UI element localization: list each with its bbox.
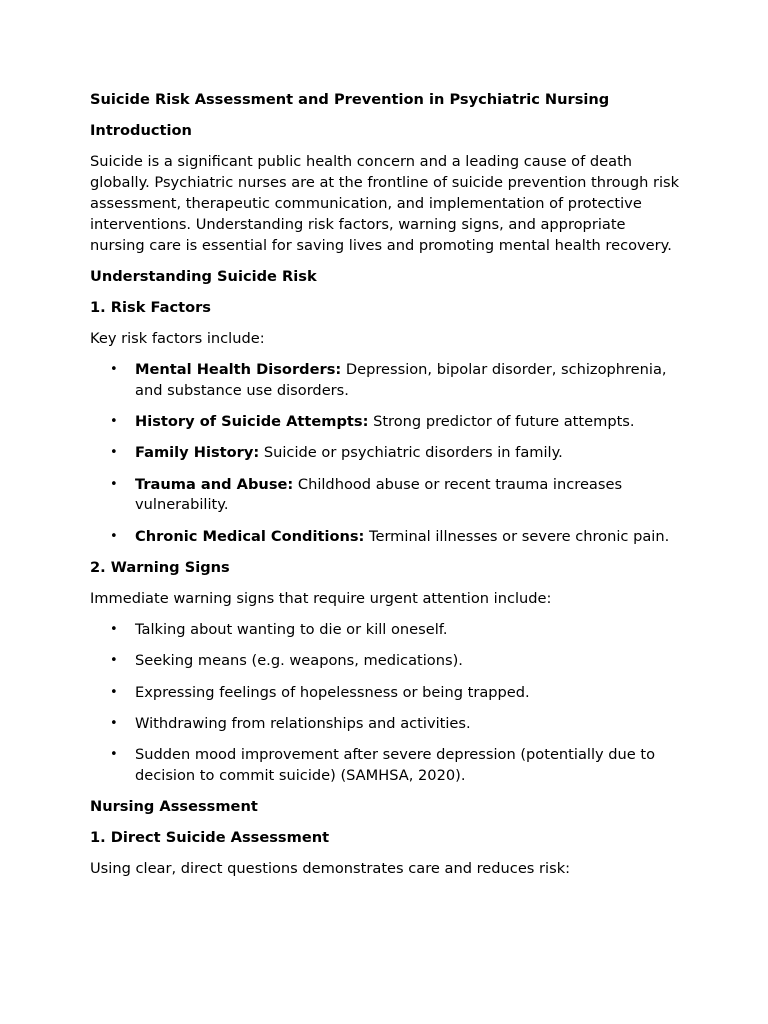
section-heading-understanding: Understanding Suicide Risk xyxy=(90,267,317,285)
list-item xyxy=(90,527,680,548)
section-heading-nursing-assessment: Nursing Assessment xyxy=(90,797,258,815)
subheading-direct-assessment: 1. Direct Suicide Assessment xyxy=(90,829,330,847)
item-text: Childhood abuse or recent trauma increases vulnerability. xyxy=(135,475,623,514)
list-item xyxy=(90,683,680,704)
warning-signs-intro: Immediate warning signs that require urgent attention include: xyxy=(90,590,552,608)
list-item xyxy=(90,475,680,517)
item-text: Expressing feelings of hopelessness or being trapped. xyxy=(135,683,530,701)
list-item xyxy=(90,745,680,787)
bullet-icon: • xyxy=(110,476,118,492)
bullet-icon: • xyxy=(110,362,118,378)
bullet-icon: • xyxy=(110,715,118,731)
bullet-icon: • xyxy=(110,746,118,762)
risk-factors-intro: Key risk factors include: xyxy=(90,330,265,348)
item-label: Chronic Medical Conditions: xyxy=(135,527,365,545)
warning-signs-list xyxy=(90,620,680,786)
list-item xyxy=(90,360,680,402)
bullet-icon: • xyxy=(110,622,118,638)
intro-paragraph: Suicide is a significant public health concern and a leading cause of death globally. Psychiatric nurses are at the frontline of suicide prevention through risk assessment, therapeutic communication, and implementation of protective interventions. Understanding risk factors, warning signs, and appropriate nursing care is essential for saving lives and promoting mental health recovery. xyxy=(90,153,680,254)
item-text: Terminal illnesses or severe chronic pain. xyxy=(364,527,670,545)
document-body xyxy=(90,90,680,891)
bullet-icon: • xyxy=(110,684,118,700)
list-item xyxy=(90,412,680,433)
item-label: Family History: xyxy=(135,444,260,462)
list-item xyxy=(90,443,680,464)
list-item xyxy=(90,714,680,735)
bullet-icon: • xyxy=(110,528,118,544)
risk-factors-list xyxy=(90,360,680,547)
bullet-icon: • xyxy=(110,414,118,430)
item-text: Talking about wanting to die or kill oneself. xyxy=(135,621,448,639)
item-text: Strong predictor of future attempts. xyxy=(368,413,635,431)
bullet-icon: • xyxy=(110,653,118,669)
item-text: Withdrawing from relationships and activities. xyxy=(135,714,471,732)
list-item xyxy=(90,651,680,672)
subheading-warning-signs: 2. Warning Signs xyxy=(90,558,230,576)
item-label: Mental Health Disorders: xyxy=(135,361,342,379)
subheading-risk-factors: 1. Risk Factors xyxy=(90,298,211,316)
direct-assessment-paragraph: Using clear, direct questions demonstrates care and reduces risk: xyxy=(90,860,571,878)
item-text: Seeking means (e.g. weapons, medications). xyxy=(135,652,463,670)
item-label: Trauma and Abuse: xyxy=(135,475,294,493)
item-label: History of Suicide Attempts: xyxy=(135,413,369,431)
item-text: Suicide or psychiatric disorders in family. xyxy=(259,444,563,462)
section-heading-introduction: Introduction xyxy=(90,122,192,140)
list-item xyxy=(90,620,680,641)
item-text: Sudden mood improvement after severe depression (potentially due to decision to commit suicide) (SAMHSA, 2020). xyxy=(135,745,656,784)
bullet-icon: • xyxy=(110,445,118,461)
item-text: Depression, bipolar disorder, schizophrenia, and substance use disorders. xyxy=(135,361,667,400)
document-title: Suicide Risk Assessment and Prevention in Psychiatric Nursing xyxy=(90,91,610,108)
